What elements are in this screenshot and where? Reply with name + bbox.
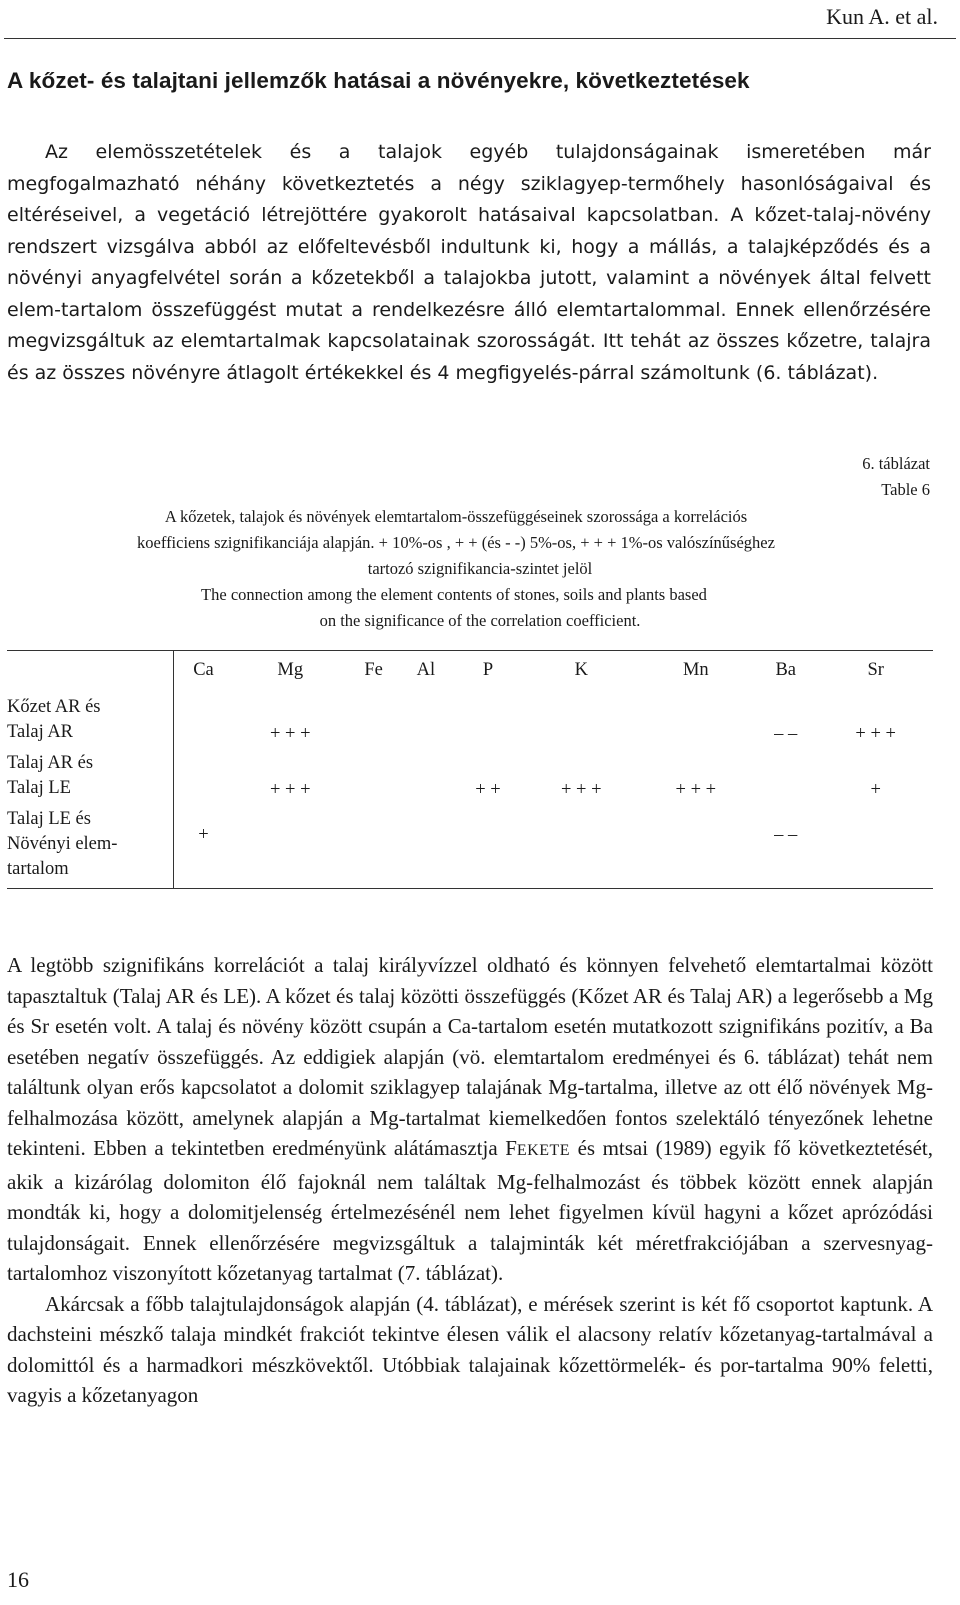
column-header: P [452, 651, 524, 691]
table-cell: – – [753, 807, 818, 889]
table-cell: – – [774, 723, 798, 744]
correlation-table [7, 650, 933, 889]
table-cell [452, 807, 524, 889]
caption-line: The connection among the element contents of stones, soils and plants based [201, 585, 707, 604]
row-label-line: tartalom [7, 858, 69, 879]
results-text-part1: A legtöbb szignifikáns korrelációt a talaj királyvízzel oldható és könnyen felvehető elemtartalmai között tapasztaltuk (Talaj AR és LE). A kőzet és talaj közötti összefüggés (Kőzet AR és Talaj AR) a legerősebb a Mg és Sr esetén volt. A talaj és növény között csupán a Ca-tartalom esetén mutatkozott szignifikáns pozitív, a Ba esetében negatív összefüggés. Az eddigiek alapján (vö. elemtartalom eredményei és 6. táblázat) tehát nem találtunk olyan erős kapcsolatot a dolomit sziklagyep talajának Mg-tartalma, illetve az ott élő növények Mg-felhalmozása között, amelynek alapján a Mg-tartalmat kiemelkedően fontos szelektáló tényezőnek lehetne tekinteni. Ebben a tekintetben eredményünk alátámasztja [7, 953, 933, 1160]
caption-line: on the significance of the correlation coefficient. [319, 611, 641, 630]
column-header: Ca [174, 651, 233, 691]
table-cell: + + [475, 779, 501, 800]
table-cell [753, 751, 818, 807]
row-label [7, 751, 174, 807]
row-label-line: Növényi elem- [7, 833, 118, 854]
grouping-paragraph: Akárcsak a főbb talajtulajdonságok alapján (4. táblázat), e mérések szerint is két fő csoportot kaptunk. A dachsteini mészkő talaja mindkét frakciót tekintve élesen válik el alacsony relatív kőzetanyag-tartalmával a dolomittól és a harmadkori mészkövektől. Utóbbiak talajainak kőzettörmelék- és por-tartalma 90% feletti, vagyis a kőzetanyagon [7, 1291, 933, 1407]
caption-line: A kőzetek, talajok és növények elemtartalom-összefüggéseinek szorossága a korrelációs [164, 507, 748, 526]
table-row [7, 691, 933, 751]
table-cell: + + + [560, 779, 602, 800]
header-rule [4, 38, 956, 39]
page-header [0, 0, 960, 44]
table-description [0, 504, 960, 634]
table-cell: + [870, 779, 881, 800]
cited-author-smallcaps: EKETE [516, 1142, 571, 1159]
column-header: K [524, 651, 639, 691]
table-cell [348, 807, 400, 889]
table-cell [400, 751, 452, 807]
row-header-corner [7, 651, 174, 691]
table-number-hu: 6. táblázat [862, 454, 930, 473]
table-cell [452, 691, 524, 751]
row-label [7, 691, 174, 751]
table-cell [639, 807, 754, 889]
row-label-line: Talaj AR és [7, 752, 94, 773]
caption-line: koefficiens szignifikanciája alapján. + 10%-os , + + (és - -) 5%-os, + + + 1%-os valószínűséghez [137, 533, 775, 552]
table-cell [174, 751, 233, 807]
table-header-row [7, 651, 933, 691]
row-label-line: Talaj LE [7, 777, 71, 798]
column-header: Mg [233, 651, 348, 691]
table-cell: + + + [269, 779, 311, 800]
intro-paragraph-text: Az elemösszetételek és a talajok egyéb tulajdonságainak ismeretében már megfogalmazható néhány következtetés a négy sziklagyep-termőhely hasonlóságaival és eltéréseivel, a vegetáció létrejöttére gyakorolt hatásaival kapcsolatban. A kőzet-talaj-növény rendszert vizsgálva abból az előfeltevésből indultunk ki, hogy a mállás, a talajképződés és a növényi anyagfelvétel során a kőzetekből a talajokba jutott, valamint a növények által felvett elem-tartalom összefüggést mutat a rendelkezésre álló elemtartalommal. Ennek ellenőrzésére megvizsgáltuk az elemtartalmak kapcsolatainak szorosságát. Itt tehát az összes kőzetre, talajra és az összes növényre átlagolt értékekkel és 4 megfigyelés-párral számoltunk (6. táblázat). [7, 141, 931, 384]
table-cell [233, 807, 348, 889]
column-header: Ba [753, 651, 818, 691]
table-number-en: Table 6 [881, 480, 930, 499]
page-number: 16 [7, 1567, 29, 1592]
cited-author-initial: F [505, 1136, 517, 1160]
table-cell: + + + [675, 779, 717, 800]
table-cell: + [174, 807, 233, 889]
running-header-author: Kun A. et al. [826, 4, 938, 29]
row-label-line: Talaj AR [7, 721, 74, 742]
table-cell [639, 691, 754, 751]
column-header: Mn [639, 651, 754, 691]
row-label-line: Talaj LE és [7, 808, 91, 829]
body-text [7, 950, 933, 1411]
results-text-part2: és mtsai (1989) egyik fő következtetését, akik a kizárólag dolomiton élő fajoknál nem találtak Mg-felhalmozást és többek között ennek alapján mondták ki, hogy a dolomitjelenség értelmezésénél nem lehet figyelmen kívül hagyni a kőzet aprózódási tulajdonságait. Ennek ellenőrzésére megvizsgáltuk a talajminták két méretfrakciójában a szervesnyag-tartalomhoz viszonyított kőzetanyag tartalmat (7. táblázat). [7, 1136, 933, 1285]
table-cell [524, 691, 639, 751]
table-row [7, 751, 933, 807]
column-header: Fe [348, 651, 400, 691]
table-cell [400, 807, 452, 889]
intro-paragraph [7, 137, 931, 389]
column-header: Sr [818, 651, 933, 691]
table-cell [524, 807, 639, 889]
table-cell: + + + [855, 723, 896, 744]
table-cell [400, 691, 452, 751]
caption-line: tartozó szignifikancia-szintet jelöl [367, 559, 593, 578]
table-row [7, 807, 933, 889]
table-cell [348, 691, 400, 751]
column-header: Al [400, 651, 452, 691]
table-cell [818, 807, 933, 889]
row-label [7, 807, 174, 889]
section-title: A kőzet- és talajtani jellemzők hatásai a növényekre, következtetések [7, 68, 750, 93]
table-cell [174, 691, 233, 751]
table-cell: + + + [269, 723, 311, 744]
results-paragraph [7, 950, 933, 1289]
row-label-line: Kőzet AR és [7, 696, 101, 717]
table-cell [348, 751, 400, 807]
